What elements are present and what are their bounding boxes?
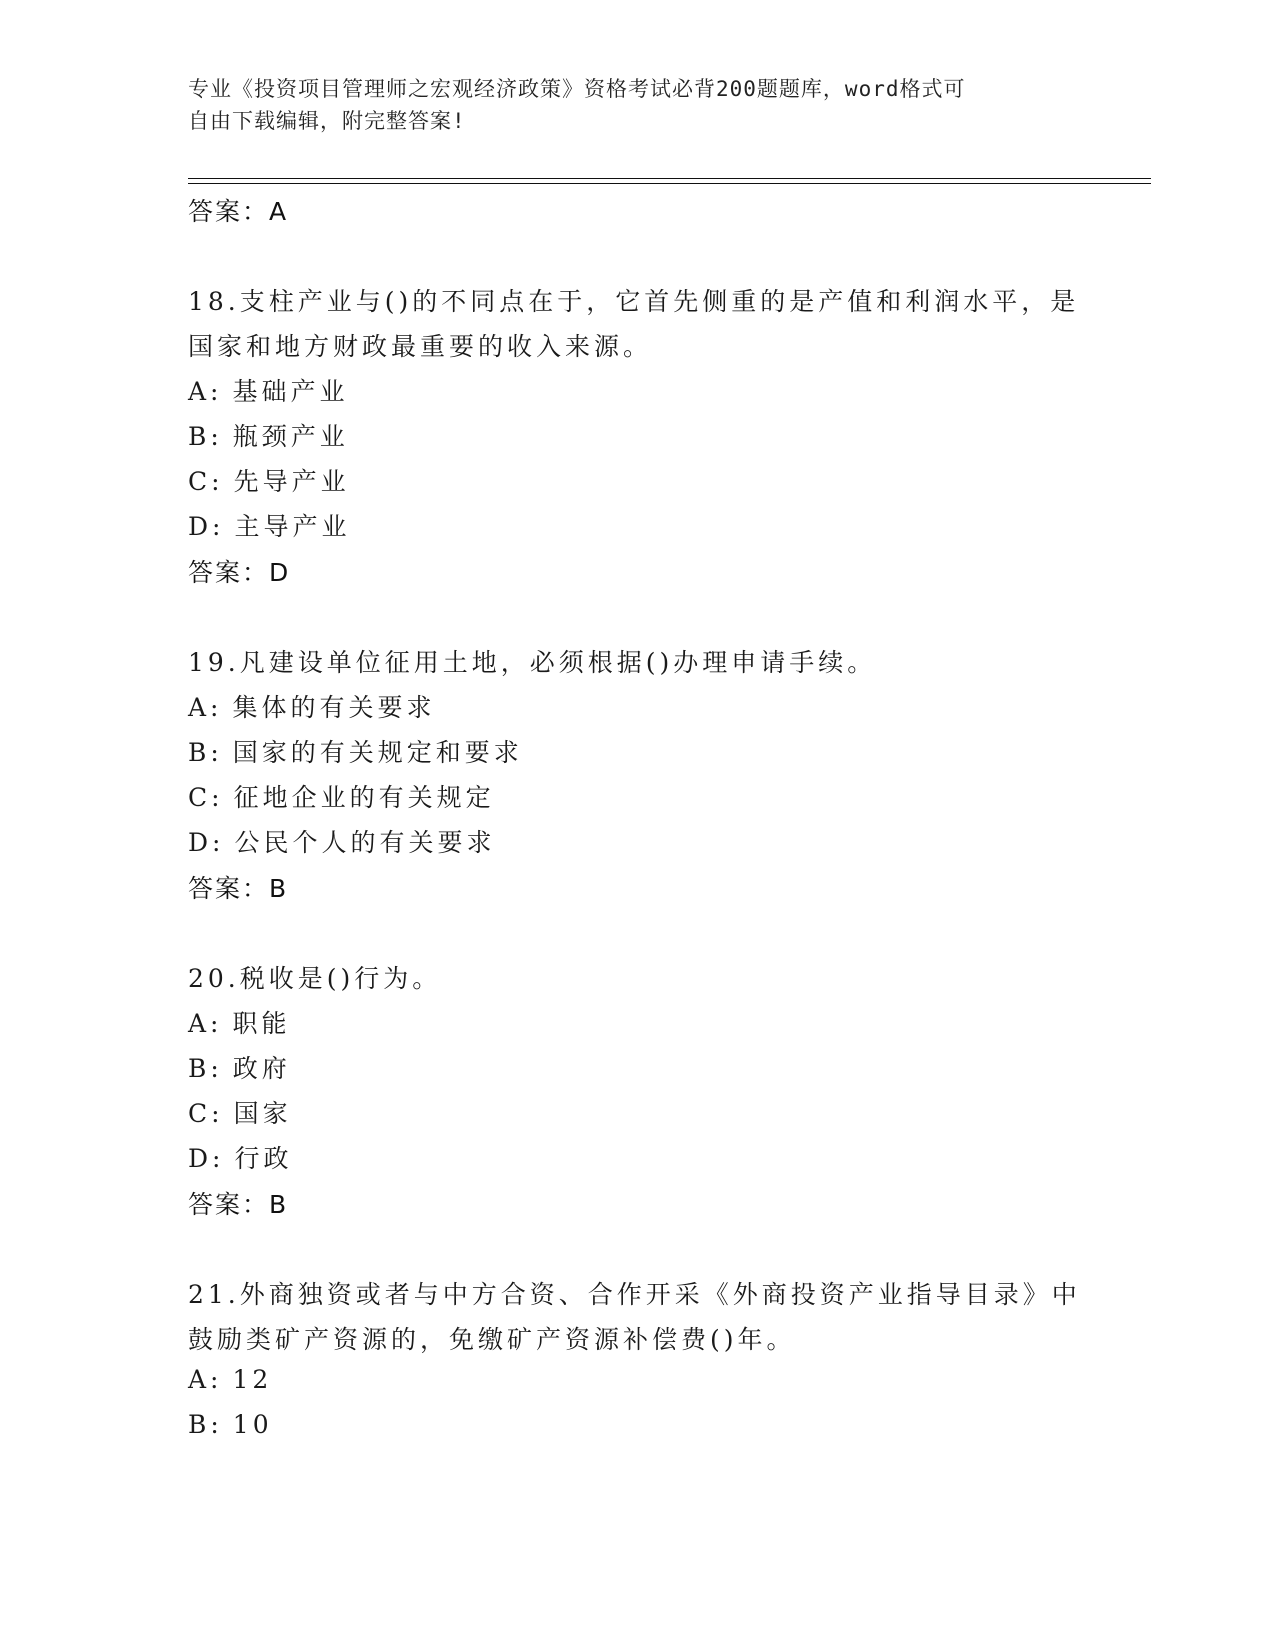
question-20-option-d: [188, 1139, 292, 1175]
option-label: B:: [188, 738, 223, 767]
question-20-option-a: [188, 1004, 291, 1040]
question-19-option-b: [188, 733, 523, 769]
option-text: 征地企业的有关规定: [233, 783, 495, 812]
option-label: A:: [188, 693, 223, 722]
question-21-stem-line-2: 鼓励类矿产资源的，免缴矿产资源补偿费()年。: [188, 1325, 796, 1354]
option-label: D:: [188, 512, 225, 541]
option-label: B:: [188, 422, 223, 451]
question-21-option-a: [188, 1365, 272, 1394]
option-text: 先导产业: [233, 467, 350, 496]
option-text: 公民个人的有关要求: [234, 828, 496, 857]
option-label: D:: [188, 828, 225, 857]
question-21-option-b: [188, 1410, 273, 1439]
previous-answer: 答案：A: [188, 197, 289, 226]
option-text: 10: [232, 1410, 273, 1439]
question-19-option-d: [188, 823, 495, 859]
question-19-stem-line-1: 19.凡建设单位征用土地，必须根据()办理申请手续。: [188, 648, 877, 677]
question-19-answer: 答案：B: [188, 874, 289, 903]
header-divider-bottom: [188, 183, 1151, 184]
question-18-stem-line-1: 18.支柱产业与()的不同点在于，它首先侧重的是产值和利润水平，是: [188, 287, 1080, 316]
question-19-option-c: [188, 778, 495, 814]
question-18-option-c: [188, 462, 350, 498]
question-20-option-c: [188, 1094, 292, 1130]
document-header: [188, 73, 1088, 137]
option-text: 集体的有关要求: [232, 693, 436, 722]
option-text: 基础产业: [232, 377, 349, 406]
option-label: B:: [188, 1054, 223, 1083]
question-18-option-d: [188, 507, 350, 543]
option-text: 主导产业: [234, 512, 351, 541]
question-19-option-a: [188, 688, 436, 724]
header-line-1: 专业《投资项目管理师之宏观经济政策》资格考试必背200题题库，word格式可: [188, 77, 966, 101]
option-label: C:: [188, 1099, 224, 1128]
option-text: 国家: [233, 1099, 292, 1128]
option-text: 行政: [234, 1144, 293, 1173]
header-divider-top: [188, 178, 1151, 179]
option-text: 瓶颈产业: [232, 422, 349, 451]
header-line-2: 自由下载编辑，附完整答案!: [188, 109, 466, 133]
question-20-answer: 答案：B: [188, 1190, 289, 1219]
question-18-option-a: [188, 372, 349, 408]
option-text: 政府: [232, 1054, 291, 1083]
question-18-option-b: [188, 417, 349, 453]
question-21-stem-line-1: 21.外商独资或者与中方合资、合作开采《外商投资产业指导目录》中: [188, 1280, 1081, 1309]
option-label: C:: [188, 783, 224, 812]
option-text: 12: [232, 1365, 273, 1394]
option-label: D:: [188, 1144, 225, 1173]
option-label: A:: [188, 377, 223, 406]
question-18-stem-line-2: 国家和地方财政最重要的收入来源。: [188, 332, 653, 361]
option-text: 职能: [232, 1009, 291, 1038]
question-20-option-b: [188, 1049, 291, 1085]
option-label: A:: [188, 1365, 223, 1394]
question-20-stem-line-1: 20.税收是()行为。: [188, 964, 442, 993]
option-text: 国家的有关规定和要求: [232, 738, 523, 767]
option-label: B:: [188, 1410, 223, 1439]
question-18-answer: 答案：D: [188, 558, 291, 587]
option-label: C:: [188, 467, 224, 496]
option-label: A:: [188, 1009, 223, 1038]
